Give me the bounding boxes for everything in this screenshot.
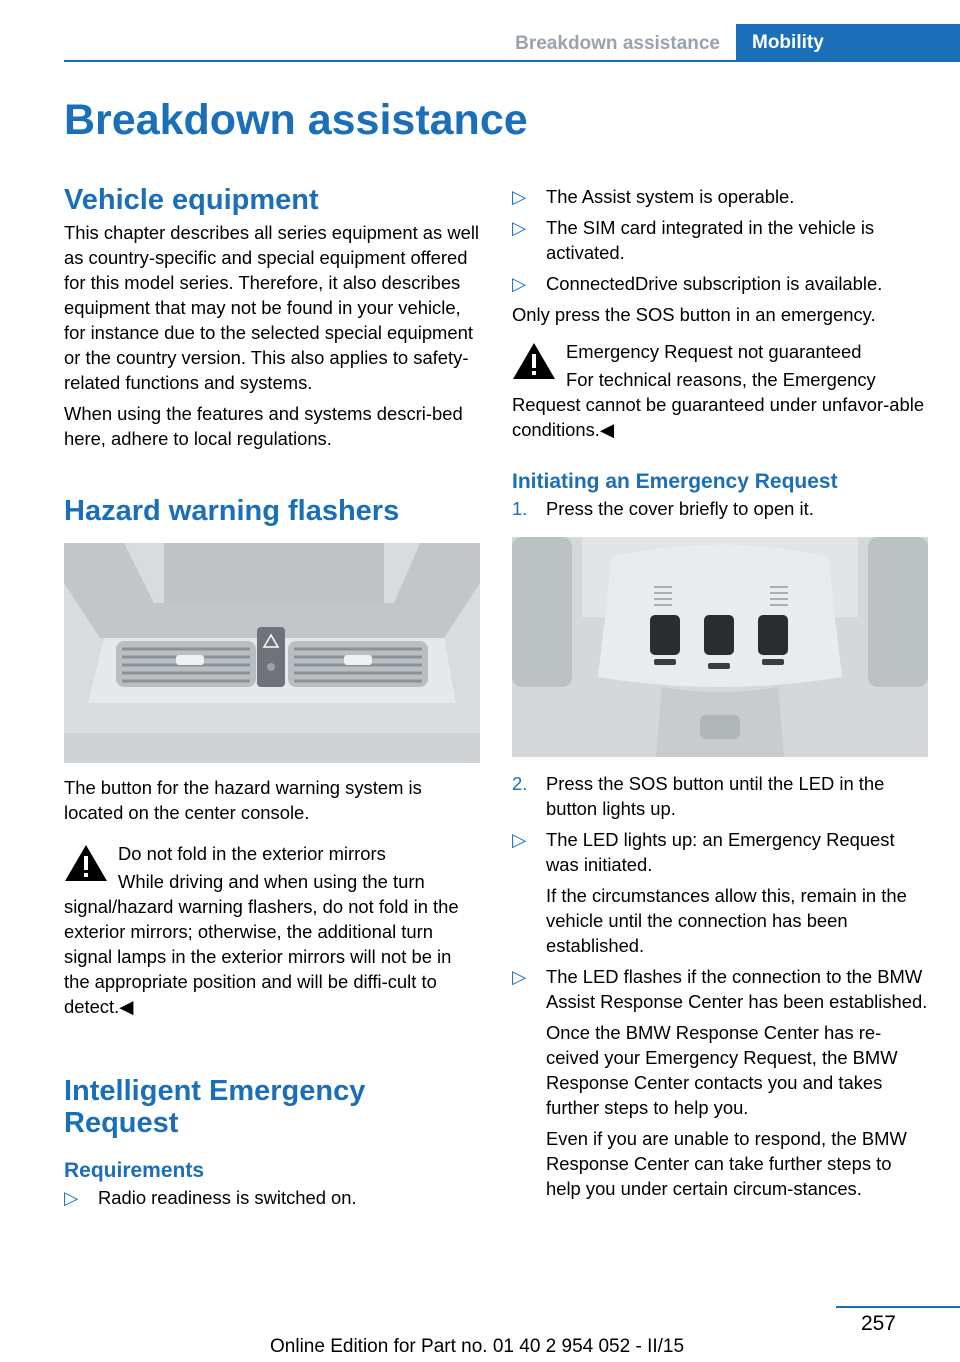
requirement-assist: The Assist system is operable. — [546, 186, 795, 207]
warning-body: While driving and when using the turn signal/hazard warning flashers, do not fold in the exterior mirrors; otherwise, the additional turn signal lamps in the exterior mirrors will not be in the appropriate position and will be diffi‐cult to detect.◀ — [64, 871, 459, 1017]
step-1-text: Press the cover briefly to open it. — [546, 498, 814, 519]
paragraph-sos-only: Only press the SOS button in an emergency. — [512, 304, 876, 325]
header-rule — [64, 60, 960, 62]
bullet-marker: ▷ — [512, 186, 527, 207]
warning-title: Emergency Request not guaranteed — [566, 341, 862, 362]
list-item — [512, 964, 928, 1201]
list-item — [512, 827, 928, 958]
bullet-marker: ▷ — [64, 1187, 79, 1208]
footer-rule — [836, 1306, 960, 1308]
bullet-marker: ▷ — [512, 829, 527, 850]
list-item — [512, 184, 928, 209]
step-number: 1. — [512, 498, 528, 519]
bullet-marker: ▷ — [512, 966, 527, 987]
heading-intelligent-emergency: Intelligent Emergency Request — [64, 1075, 366, 1139]
right-column — [512, 184, 928, 1201]
warning-exterior-mirrors — [64, 839, 482, 1019]
warning-title: Do not fold in the exterior mirrors — [118, 843, 386, 864]
page-title: Breakdown assistance — [64, 96, 528, 144]
led-flashes-text: The LED flashes if the connection to the BMW Assist Response Center has been established. — [546, 966, 928, 1012]
led-flashes-subtext-1: Once the BMW Response Center has re‐ceived your Emergency Request, the BMW Response Center contacts you and takes further steps to help you. — [546, 1022, 898, 1118]
warning-icon — [64, 843, 108, 883]
bullet-marker: ▷ — [512, 217, 527, 238]
page-number: 257 — [860, 1312, 896, 1335]
warning-emergency-request — [512, 337, 928, 442]
warning-icon — [512, 341, 556, 381]
left-column — [64, 184, 482, 1210]
heading-vehicle-equipment: Vehicle equipment — [64, 184, 319, 216]
bullet-marker: ▷ — [512, 273, 527, 294]
list-item — [512, 215, 928, 265]
heading-requirements: Requirements — [64, 1159, 205, 1182]
list-item — [512, 771, 928, 821]
paragraph-series-equipment: This chapter describes all series equipment as well as country-specific and special equipment offered for this model series. Therefore, it also describes equipment that may not be found in your vehicle, for instance due to the selected special equipment or the country version. This also applies to safety-related functions and systems. — [64, 222, 480, 393]
led-lights-text: The LED lights up: an Emergency Request was initiated. — [546, 829, 895, 875]
list-item — [512, 496, 928, 521]
hazard-console-photo — [64, 543, 480, 763]
step-number: 2. — [512, 773, 528, 794]
header-section-title: Breakdown assistance — [515, 33, 720, 54]
header-chapter-tab: Mobility — [736, 24, 960, 62]
requirement-connecteddrive: ConnectedDrive subscription is available. — [546, 273, 883, 294]
led-lights-subtext: If the circumstances allow this, remain in the vehicle until the connection has been established. — [546, 885, 907, 956]
heading-hazard-warning: Hazard warning flashers — [64, 495, 400, 527]
paragraph-local-regulations: When using the features and systems descri‐bed here, adhere to local regulations. — [64, 403, 463, 449]
warning-body: For technical reasons, the Emergency Request cannot be guaranteed under unfavor‐able conditions.◀ — [512, 369, 925, 440]
led-flashes-subtext-2: Even if you are unable to respond, the BMW Response Center can take further steps to help you under certain circum‐stances. — [546, 1128, 907, 1199]
edition-note: Online Edition for Part no. 01 40 2 954 052 - II/15 — [270, 1336, 685, 1357]
requirement-radio: Radio readiness is switched on. — [98, 1187, 357, 1208]
list-item — [64, 1185, 482, 1210]
heading-initiating-request: Initiating an Emergency Request — [512, 470, 838, 493]
paragraph-hazard-button: The button for the hazard warning system is located on the center console. — [64, 777, 422, 823]
sos-button-photo — [512, 537, 928, 757]
requirement-sim: The SIM card integrated in the vehicle is activated. — [546, 217, 875, 263]
step-2-text: Press the SOS button until the LED in the button lights up. — [546, 773, 885, 819]
list-item — [512, 271, 928, 296]
